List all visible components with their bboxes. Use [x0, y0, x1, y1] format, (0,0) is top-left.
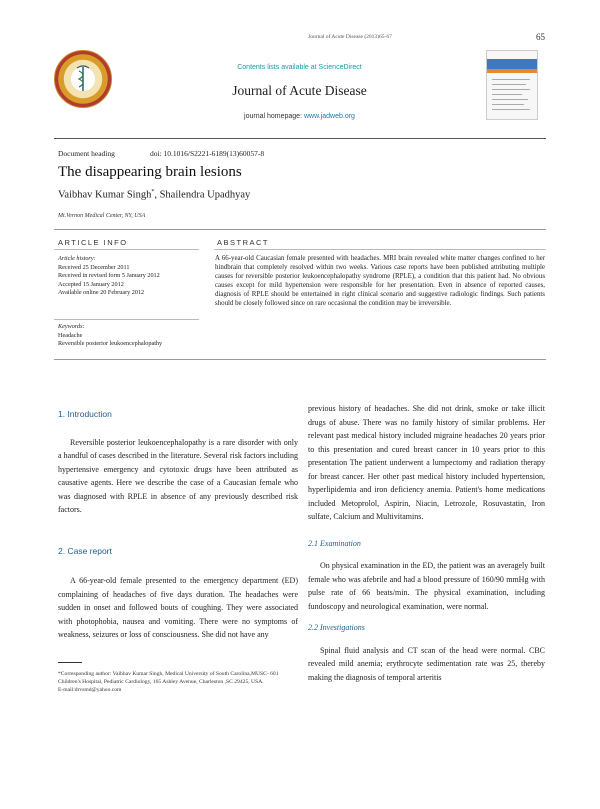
corresponding-mark: * — [151, 189, 155, 195]
contents-line: Contents lists available at ScienceDirect — [237, 64, 362, 71]
footnote-rule — [58, 662, 82, 663]
journal-title: Journal of Acute Disease — [232, 83, 367, 98]
keyword: Headache — [58, 331, 83, 339]
section-heading-introduction: 1. Introduction — [58, 409, 112, 419]
history-online: Available online 20 February 2012 — [58, 289, 145, 296]
history-revised: Received in revised form 5 January 2012 — [58, 272, 160, 279]
journal-homepage — [122, 113, 477, 120]
abstract-rule — [214, 249, 546, 250]
author-secondary: , Shailendra Upadhyay — [154, 189, 251, 201]
cover-band — [487, 59, 537, 69]
article-title: The disappearing brain lesions — [58, 164, 242, 180]
front-matter-rule — [54, 359, 546, 360]
keywords — [58, 323, 162, 349]
header-rule — [54, 138, 546, 139]
author-primary: Vaibhav Kumar Singh — [58, 189, 152, 201]
doi[interactable]: doi: 10.1016/S2221-6189(13)60057-8 — [150, 149, 265, 158]
homepage-label: journal homepage: — [244, 113, 303, 120]
case-paragraph: A 66-year-old female presented to the emergency department (ED) complaining of headaches of five days duration. The headaches were sudden in onset and followed bouts of coughing. They were associated with photophobia, nausea and vomiting. There were no symptoms of weakness, seizures or loss of consciousness. She did not have any — [58, 576, 298, 639]
right-column — [308, 402, 545, 684]
cover-accent — [487, 69, 537, 73]
keyword: Reversible posterior leukoencephalopathy — [58, 340, 163, 347]
history-paragraph: previous history of headaches. She did not drink, smoke or take illicit drugs of abuse. There was no family history of similar problems. Her relevant past medical history included migraine headaches 20 years prior to this presentation and cured breast cancer in 10 years prior to this presentation The patient underwent a lumpectomy and radiation therapy for breast cancer. Her other past medical history included hypertension, hyperlipidemia and iron deficiency anemia. Patient's home medications included Metoprolol, Aspirin, Niacin, Letrozole, Rosuvastatin, Iron sulfate, Calcium and Multivitamins. — [308, 404, 545, 521]
intro-paragraph: Reversible posterior leukoencephalopathy is a rare disorder with only a handful of cases described in the literature. Several risk factors including hypertensive emergency and cytotoxic drugs have been attributed as causative agents. Here we describe the case of a Caucasian female who was diagnosed with RPLE in absence of any previously described risk factors. — [58, 437, 298, 514]
caduceus-icon — [55, 51, 111, 107]
running-head: Journal of Acute Disease (2013)65-67 — [308, 34, 392, 40]
abstract-text: A 66-year-old Caucasian female presented with headaches. MRI brain revealed white matter changes confined to her hindbrain that completely resolved within two weeks. Various case reports have been published attributing multiple causes for reversible posterior leukoencephalopathy syndrome (RPLE), a condition that this patient had. No obvious causes except for mild hypertension were responsible for her presentation. Even in absence of reported causes, diagnosis of RPLE should be entertained in right clinical scenario and suggestive radiologic findings. Such patients should be closely followed since on rare occasional the condition may be irreversible. — [215, 255, 545, 307]
article-history — [58, 255, 160, 298]
keywords-label: Keywords: — [58, 323, 85, 330]
footnote — [58, 670, 298, 695]
page-number: 65 — [536, 32, 545, 42]
journal-logo — [54, 50, 112, 108]
document-heading: Document heading — [58, 149, 115, 158]
article-info-heading: ARTICLE INFO — [58, 238, 128, 247]
author-email[interactable]: E-mail:drvsmd@yahoo.com — [58, 687, 122, 694]
left-column — [58, 408, 298, 642]
affiliation: Mt.Vernon Medical Center, NY, USA — [58, 213, 146, 219]
journal-cover-thumbnail — [486, 50, 538, 120]
subsection-heading-examination: 2.1 Examination — [308, 538, 361, 548]
examination-paragraph: On physical examination in the ED, the patient was an averagely built female who was afebrile and had a blood pressure of 160/90 mmHg with pulse rate of 66 beats/min. The physical examination, including fundoscopy and neurological examination, were normal. — [308, 561, 545, 611]
history-received: Received 25 December 2011 — [58, 263, 130, 271]
homepage-link[interactable]: www.jadweb.org — [303, 113, 355, 120]
history-accepted: Accepted 15 January 2012 — [58, 280, 124, 288]
history-label: Article history: — [58, 255, 96, 262]
divider — [54, 229, 546, 230]
section-heading-case-report: 2. Case report — [58, 545, 112, 556]
keywords-rule — [54, 319, 199, 320]
investigations-paragraph: Spinal fluid analysis and CT scan of the head were normal. CBC revealed mild anemia; erythrocyte sedimentation rate was 25, thereby making the diagnosis of temporal arteritis — [308, 645, 545, 682]
abstract-heading: ABSTRACT — [217, 238, 270, 247]
corresponding-author-note: *Corresponding author: Vaibhav Kumar Singh, Medical University of South Carolina,MUSC- 601 Children's Hospital, Pediatric Cardiology, 165 Ashley Avenue, Charleston ,SC 29425, USA. — [58, 671, 279, 686]
article-info-rule — [54, 249, 199, 250]
authors — [58, 189, 250, 201]
subsection-heading-investigations: 2.2 Investigations — [308, 623, 365, 632]
